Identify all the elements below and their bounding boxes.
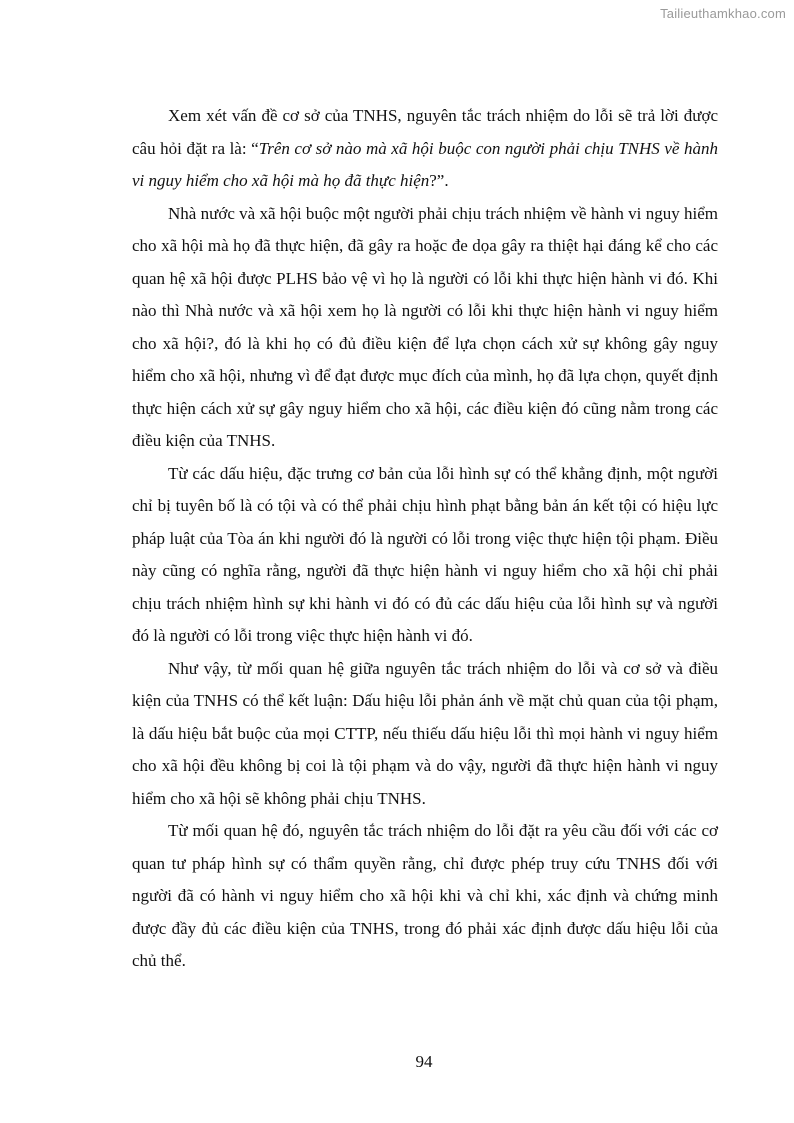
watermark-text: Tailieuthamkhao.com bbox=[660, 6, 786, 21]
page-number: 94 bbox=[415, 1052, 433, 1071]
paragraph-1-ending: ?”. bbox=[429, 171, 449, 190]
paragraph-1-italic-question: Trên cơ sở nào mà xã hội buộc con người phải chịu TNHS về hành vi nguy hiểm cho xã hội mà họ đã thực hiện bbox=[132, 138, 719, 190]
paragraph-5: Từ mối quan hệ đó, nguyên tắc trách nhiệm do lỗi đặt ra yêu cầu đối với các cơ quan tư pháp hình sự có thẩm quyền rằng, chỉ được phép truy cứu TNHS đối với người đã có hành vi nguy hiểm cho xã hội khi và chỉ khi, xác định và chứng minh được đầy đủ các điều kiện của TNHS, trong đó phải xác định được dấu hiệu lỗi của chủ thể. bbox=[132, 821, 718, 970]
paragraph-1 bbox=[132, 100, 718, 198]
paragraph-3: Từ các dấu hiệu, đặc trưng cơ bản của lỗi hình sự có thể khẳng định, một người chỉ bị tuyên bố là có tội và có thể phải chịu hình phạt bằng bản án kết tội có hiệu lực pháp luật của Tòa án khi người đó là người có lỗi trong việc thực hiện tội phạm. Điều này cũng có nghĩa rằng, người đã thực hiện hành vi nguy hiểm cho xã hội chỉ phải chịu trách nhiệm hình sự khi hành vi đó có đủ các dấu hiệu của lỗi hình sự và người đó là người có lỗi trong việc thực hiện hành vi đó. bbox=[132, 463, 718, 645]
paragraph-2: Nhà nước và xã hội buộc một người phải chịu trách nhiệm về hành vi nguy hiểm cho xã hội mà họ đã thực hiện, đã gây ra hoặc đe dọa gây ra thiệt hại đáng kể cho các quan hệ xã hội được PLHS bảo vệ vì họ là người có lỗi khi thực hiện hành vi đó. Khi nào thì Nhà nước và xã hội xem họ là người có lỗi khi thực hiện hành vi nguy hiểm cho xã hội?, đó là khi họ có đủ điều kiện để lựa chọn cách xử sự không gây nguy hiểm cho xã hội, nhưng vì để đạt được mục đích của mình, họ đã lựa chọn, quyết định thực hiện cách xử sự gây nguy hiểm cho xã hội, các điều kiện đó cũng nằm trong các điều kiện của TNHS. bbox=[132, 203, 718, 450]
paragraph-4: Như vậy, từ mối quan hệ giữa nguyên tắc trách nhiệm do lỗi và cơ sở và điều kiện của TNHS có thể kết luận: Dấu hiệu lỗi phản ánh về mặt chủ quan của tội phạm, là dấu hiệu bắt buộc của mọi CTTP, nếu thiếu dấu hiệu lỗi thì mọi hành vi nguy hiểm cho xã hội đều không bị coi là tội phạm và do vậy, người đã thực hiện hành vi nguy hiểm cho xã hội sẽ không phải chịu TNHS. bbox=[132, 658, 718, 808]
paragraph-1-intro: Xem xét vấn đề cơ sở của TNHS, nguyên tắc trách nhiệm do lỗi sẽ trả lời được câu hỏi đặt ra là: “ bbox=[132, 106, 718, 158]
document-body bbox=[132, 100, 718, 978]
